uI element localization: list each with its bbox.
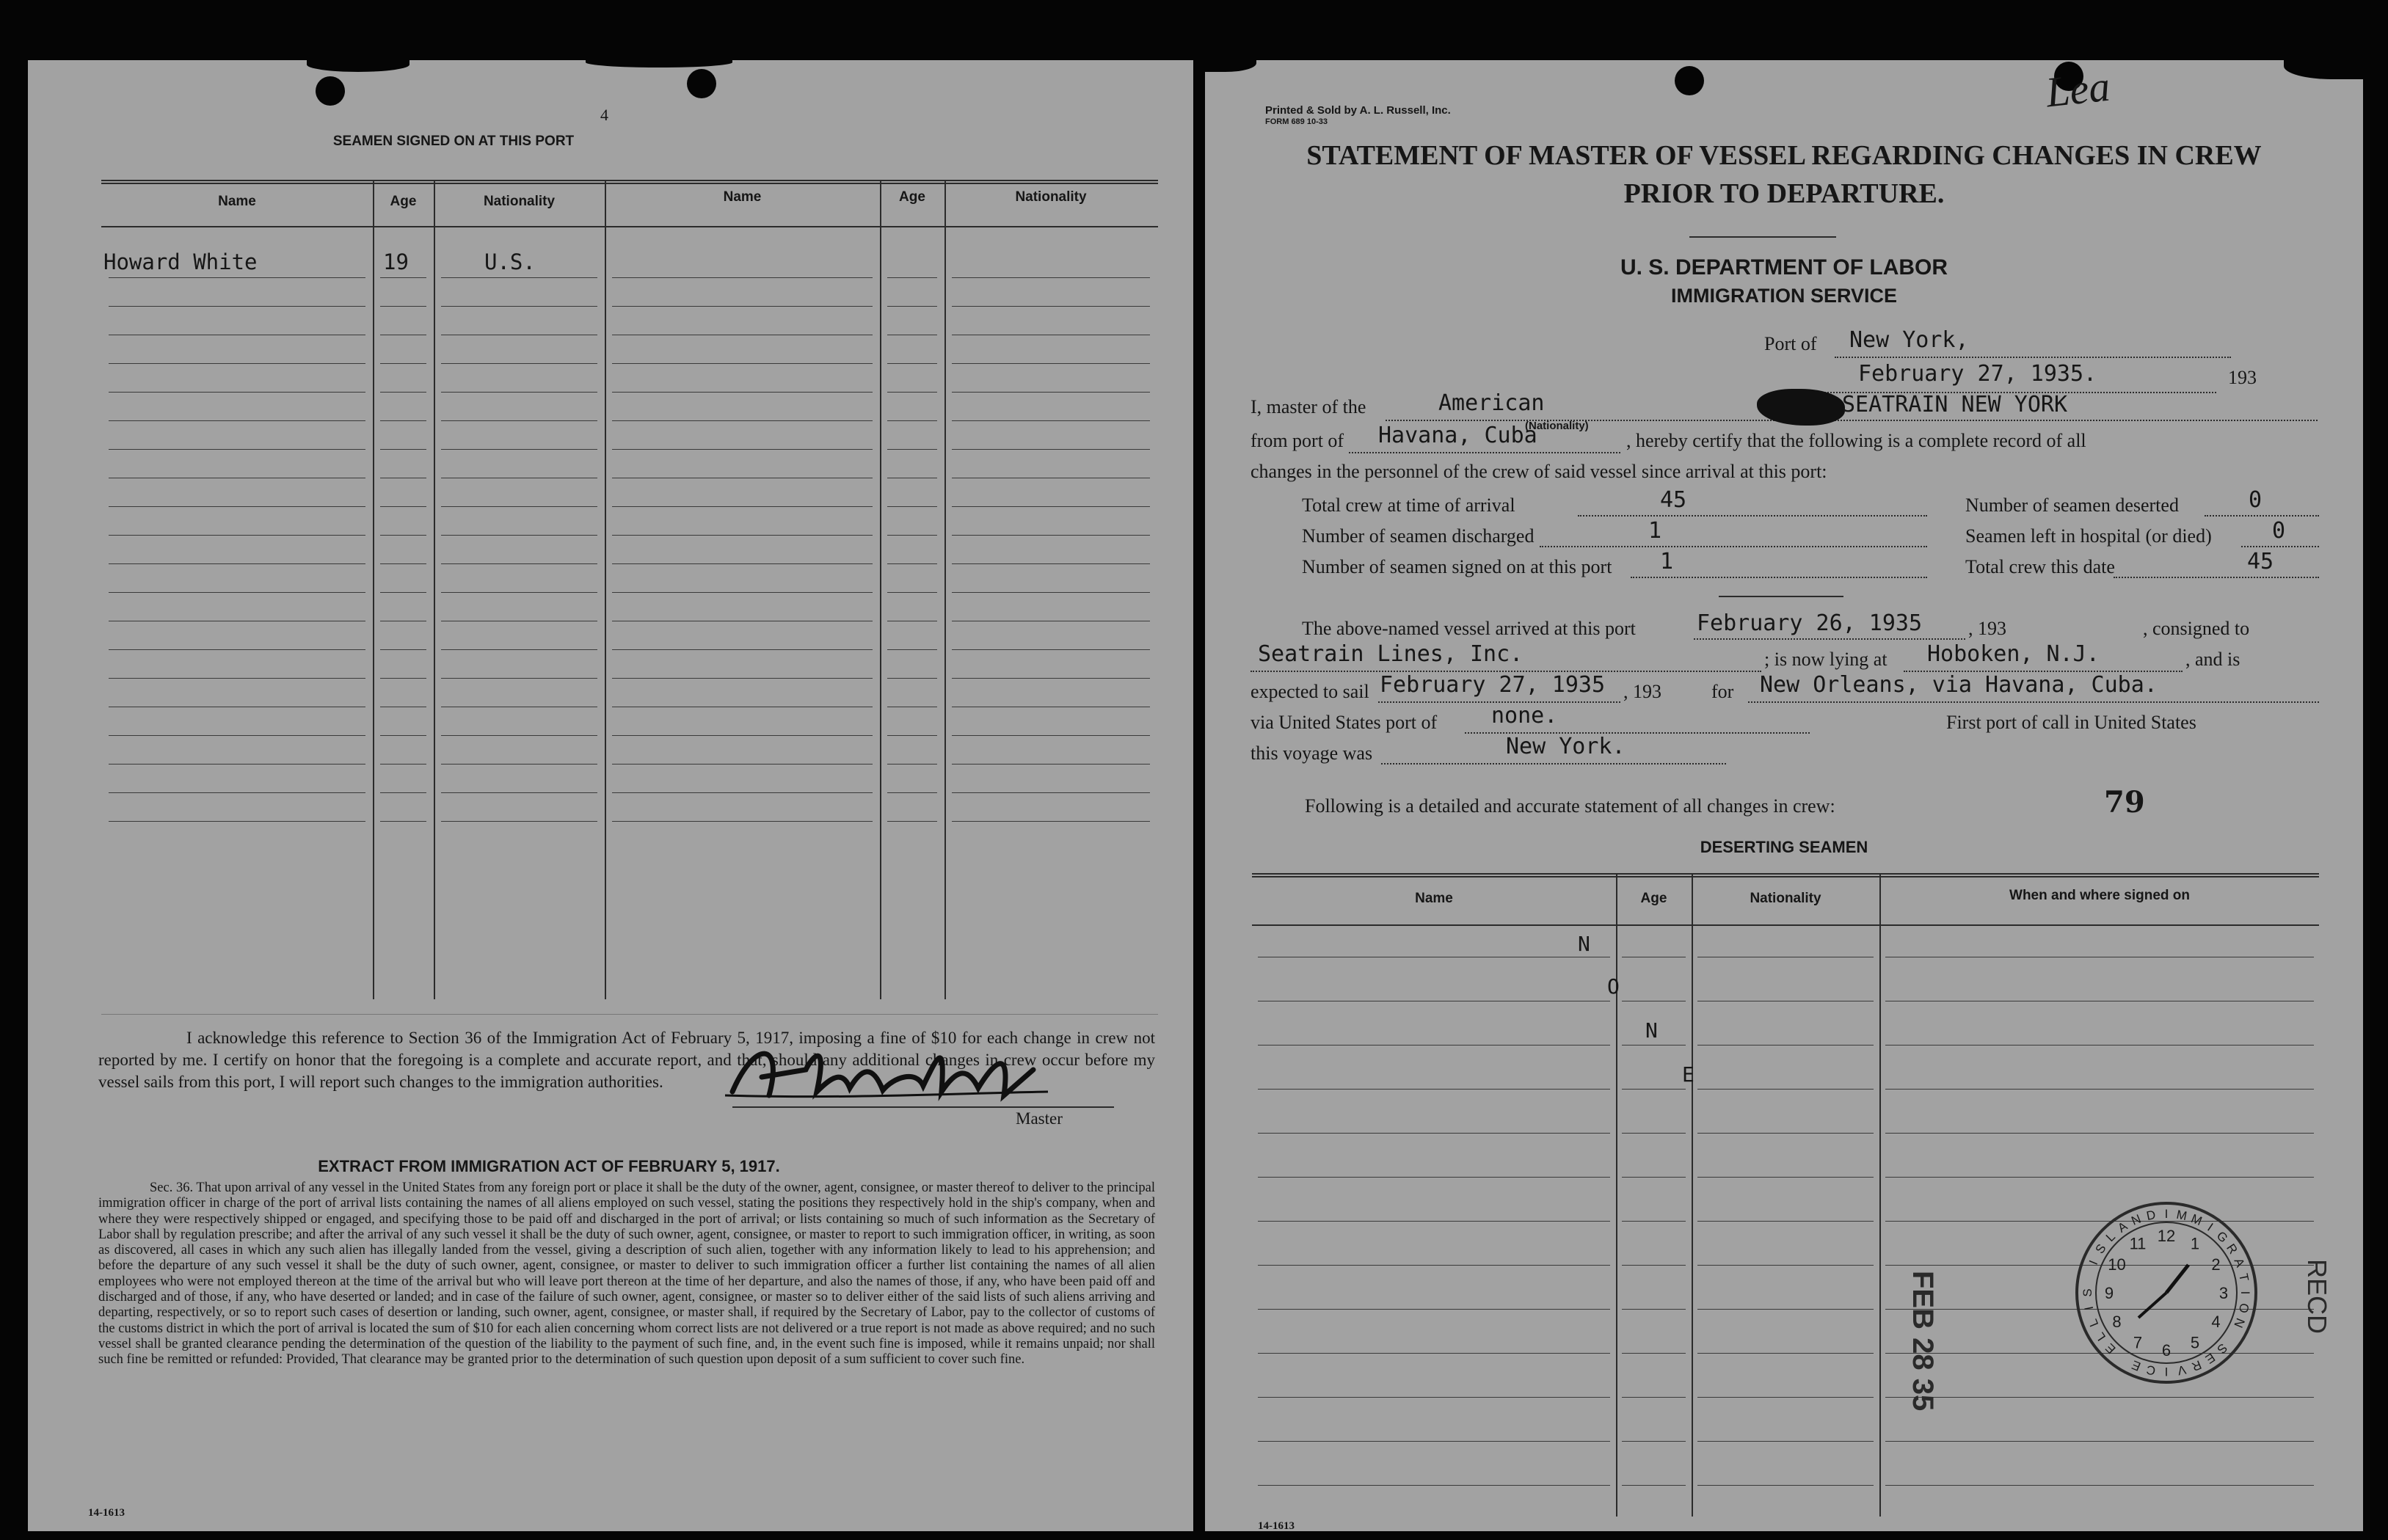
row-rule [887, 821, 937, 822]
row-rule [109, 735, 365, 736]
deserting-title: DESERTING SEAMEN [1700, 838, 1868, 856]
row-rule [441, 420, 597, 421]
stamp-ring-char: D [2145, 1208, 2157, 1224]
row-rule [1622, 1441, 1686, 1442]
row-rule [109, 392, 365, 393]
row-rule [1622, 1397, 1686, 1398]
row-rule [612, 306, 873, 307]
following-text: Following is a detailed and accurate statement of all changes in crew: [1305, 795, 1835, 817]
stamp-ring-char: L [2086, 1317, 2102, 1329]
stamp-ring-char: G [2213, 1228, 2231, 1246]
row-rule [1697, 1397, 1874, 1398]
none-letter: E [1682, 1062, 1694, 1087]
row-rule [1697, 1177, 1874, 1178]
row-rule [952, 535, 1150, 536]
stamp-ring-char: N [2231, 1315, 2248, 1330]
row-rule [1697, 1485, 1874, 1486]
stamp-ring-char: S [2081, 1288, 2094, 1297]
via-value: none. [1491, 703, 1558, 729]
stat-label: Seamen left in hospital (or died) [1965, 525, 2212, 547]
section-title: SEAMEN SIGNED ON AT THIS PORT [332, 134, 575, 149]
row-rule [380, 535, 426, 536]
row-rule [441, 392, 597, 393]
stamp-ring-char: N [2129, 1211, 2144, 1228]
col-header-age: Age [1640, 891, 1667, 906]
row-rule [1622, 1133, 1686, 1134]
row-rule [952, 821, 1150, 822]
row-rule [380, 563, 426, 564]
row-rule [1697, 1221, 1874, 1222]
row-rule [612, 277, 873, 278]
row-rule [441, 449, 597, 450]
row-rule [441, 535, 597, 536]
nationality-value: American [1438, 390, 1545, 416]
stamp-ring-char: E [2103, 1340, 2119, 1357]
row-rule [109, 563, 365, 564]
stamp-ring-char: I [2164, 1365, 2169, 1379]
master-prefix: I, master of the [1251, 396, 1366, 417]
clock-hand [2138, 1293, 2166, 1318]
certify-text: , hereby certify that the following is a complete record of all [1626, 430, 2086, 451]
stamp-numeral: 10 [2108, 1255, 2126, 1274]
lying-label: ; is now lying at [1764, 649, 1888, 670]
col-header-age-2: Age [899, 189, 925, 205]
stamp-ring-char: A [2231, 1255, 2248, 1269]
stat-value: 1 [1648, 518, 1662, 544]
from-port-value: Havana, Cuba [1378, 423, 1537, 448]
stamp-numeral: 7 [2133, 1333, 2143, 1352]
row-rule [612, 563, 873, 564]
certify-text-2: changes in the personnel of the crew of said vessel since arrival at this port: [1251, 461, 1827, 482]
arrival-label: The above-named vessel arrived at this port [1302, 618, 1636, 639]
row-rule [887, 649, 937, 650]
row-rule [952, 735, 1150, 736]
row-rule [441, 592, 597, 593]
stamp-ring-char: C [2145, 1362, 2157, 1378]
row-rule [109, 306, 365, 307]
sail-value: February 27, 1935 [1380, 672, 1606, 698]
row-rule [887, 420, 937, 421]
row-rule [1258, 1177, 1610, 1178]
form-code: 14-1613 [1258, 1520, 1295, 1532]
stamp-numeral: 4 [2211, 1313, 2221, 1331]
row-rule [441, 821, 597, 822]
via-label: via United States port of [1251, 712, 1438, 733]
row-rule [1697, 1089, 1874, 1090]
row-rule [1258, 1265, 1610, 1266]
row-rule [1885, 1133, 2314, 1134]
right-page [1205, 60, 2363, 1531]
row-rule [109, 535, 365, 536]
row-rule [1258, 1309, 1610, 1310]
row-rule [109, 821, 365, 822]
row-rule [441, 735, 597, 736]
row-rule [1258, 1133, 1610, 1134]
stamp-numeral: 11 [2129, 1234, 2147, 1253]
row-rule [887, 306, 937, 307]
lying-value: Hoboken, N.J. [1927, 641, 2100, 667]
expected-tail: , and is [2185, 649, 2240, 670]
row-rule [952, 506, 1150, 507]
arrival-value: February 26, 1935 [1697, 610, 1923, 636]
row-rule [380, 592, 426, 593]
row-name: Howard White [103, 249, 258, 274]
row-rule [380, 792, 426, 793]
stamp-ring-char: O [2235, 1302, 2252, 1315]
form-code: 14-1613 [88, 1507, 125, 1519]
destination-value: New Orleans, via Havana, Cuba. [1760, 672, 2158, 698]
row-rule [1885, 1177, 2314, 1178]
port-value: New York, [1849, 327, 1969, 353]
row-nationality: U.S. [484, 249, 536, 274]
extract-title: EXTRACT FROM IMMIGRATION ACT OF FEBRUARY 5, 1917. [318, 1157, 780, 1175]
torn-edge [307, 57, 409, 72]
row-rule [109, 449, 365, 450]
row-rule [1258, 1353, 1610, 1354]
row-rule [380, 449, 426, 450]
row-rule [441, 792, 597, 793]
row-rule [380, 392, 426, 393]
stamp-ring-char: I [2081, 1304, 2097, 1312]
row-rule [1622, 1089, 1686, 1090]
row-rule [612, 792, 873, 793]
stat-label: Total crew this date [1965, 556, 2115, 577]
stamp-numeral: 1 [2190, 1234, 2200, 1253]
first-port-label: First port of call in United States [1946, 712, 2196, 733]
row-rule [441, 678, 597, 679]
stamp-ring-char: I [2205, 1220, 2216, 1234]
row-rule [441, 306, 597, 307]
col-header-name: Name [1415, 891, 1453, 906]
row-rule [952, 678, 1150, 679]
stamp-ring-char: V [2176, 1362, 2188, 1378]
row-rule [887, 792, 937, 793]
form-subtitle: PRIOR TO DEPARTURE. [1623, 178, 1945, 209]
row-rule [952, 649, 1150, 650]
stat-value: 1 [1660, 549, 1674, 574]
row-rule [952, 363, 1150, 364]
row-rule [612, 506, 873, 507]
sail-suffix: , 193 [1623, 681, 1661, 702]
torn-edge [1205, 57, 1256, 72]
vessel-value: SEATRAIN NEW YORK [1842, 392, 2068, 417]
col-header-nationality-2: Nationality [1015, 189, 1087, 205]
consigned-label: , consigned to [2143, 618, 2250, 639]
punch-hole [1675, 66, 1704, 95]
row-rule [887, 449, 937, 450]
none-letter: N [1578, 932, 1590, 956]
printer-credit: Printed & Sold by A. L. Russell, Inc. [1265, 104, 1451, 117]
form-title: STATEMENT OF MASTER OF VESSEL REGARDING CHANGES IN CREW [1306, 140, 2262, 171]
nationality-caption: (Nationality) [1525, 420, 1589, 432]
department: U. S. DEPARTMENT OF LABOR [1620, 255, 1948, 280]
stat-label: Number of seamen deserted [1965, 495, 2179, 516]
row-rule [380, 420, 426, 421]
row-rule [1885, 1485, 2314, 1486]
row-rule [612, 535, 873, 536]
row-rule [380, 821, 426, 822]
row-rule [380, 277, 426, 278]
date-value: February 27, 1935. [1858, 361, 2097, 387]
stat-value: 0 [2272, 518, 2286, 544]
row-rule [1885, 1441, 2314, 1442]
row-rule [952, 420, 1150, 421]
row-rule [952, 792, 1150, 793]
stamp-ring-char: I [2164, 1207, 2169, 1221]
page-number: 4 [600, 106, 608, 124]
stamp-recd: RECD [2302, 1259, 2332, 1335]
row-rule [441, 363, 597, 364]
row-rule [1258, 1485, 1610, 1486]
row-rule [109, 792, 365, 793]
stamp-numeral: 8 [2112, 1313, 2122, 1331]
row-rule [380, 506, 426, 507]
stat-value: 0 [2249, 487, 2263, 513]
row-rule [1622, 1221, 1686, 1222]
consignee-value: Seatrain Lines, Inc. [1258, 641, 1524, 667]
stat-value: 45 [2247, 549, 2274, 574]
port-label: Port of [1764, 333, 1817, 354]
row-rule [612, 592, 873, 593]
row-rule [441, 563, 597, 564]
row-rule [441, 277, 597, 278]
row-rule [952, 277, 1150, 278]
row-rule [612, 821, 873, 822]
row-rule [612, 449, 873, 450]
row-rule [1697, 1265, 1874, 1266]
stamp-ring-char: T [2236, 1272, 2252, 1282]
row-rule [109, 363, 365, 364]
stamp-ring-char: E [2129, 1357, 2143, 1374]
row-rule [612, 649, 873, 650]
stamp-ring-char: M [2188, 1211, 2205, 1229]
row-rule [952, 392, 1150, 393]
row-rule [1622, 1353, 1686, 1354]
row-rule [1697, 1133, 1874, 1134]
row-rule [109, 420, 365, 421]
row-rule [1622, 1265, 1686, 1266]
stat-label: Number of seamen signed on at this port [1302, 556, 1612, 577]
row-rule [1697, 1353, 1874, 1354]
row-rule [380, 306, 426, 307]
row-rule [887, 363, 937, 364]
row-rule [887, 735, 937, 736]
row-rule [887, 277, 937, 278]
stamp-numeral: 2 [2211, 1255, 2221, 1274]
row-rule [1697, 1309, 1874, 1310]
none-letter: N [1645, 1018, 1658, 1043]
stamp-ring-char: L [2093, 1329, 2109, 1343]
extract-text: Sec. 36. That upon arrival of any vessel in the United States from any foreign port or place it shall be the duty of the owner, agent, consignee, or master thereof to deliver to the principal immigration officer in charge of the port of arrival lists containing the names of all aliens employed on such vessel, stating the positions they respectively hold in the ship's company, when and where they were respectively shipped or engaged, and specifying those to be paid off and discharged in the port of arrival; or lists containing so much of such information as the Secretary of Labor shall by regulation prescribe; and after the arrival of any such vessel it shall be the duty of such owner, agent, consignee, or master to report to such immigration officer, in writing, as soon as discovered, all cases in which any such alien has illegally landed from the vessel, giving a description of such alien, together with any information likely to lead to his apprehension; and before the departure of any such vessel it shall be the duty of such owner, agent, consignee, or master to deliver to such immigration officer a further list containing the names of all alien employees who were not employed thereon at the time of the arrival but who will leave port thereon at the time of her departure, and also the names of those, if any, who have been paid off and discharged and of those, if any, who have deserted or landed; and in case of the failure of such owner, agent, consignee, or master so to deliver either of the said lists of such aliens arriving and departing, respectively, or so to report such cases of desertion or landing, such owner, agent, consignee, or master shall, if required by the Secretary of Labor, pay to the collector of customs of the customs district in which the port of arrival is located the sum of $10 for each alien concerning whom correct lists are not delivered or a true report is not made as above required; and no such vessel shall be granted clearance pending the determination of the question of the liability to the payment of such fine, and, in the event such fine is imposed, while it remains unpaid; nor shall such fine be remitted or refunded: Provided, That clearance may be granted prior to the determination of such question upon deposit of a sum sufficient to cover such fine. [98, 1180, 1155, 1368]
punch-hole [316, 76, 345, 106]
service: IMMIGRATION SERVICE [1670, 285, 1898, 307]
row-rule [1258, 1397, 1610, 1398]
row-rule [612, 392, 873, 393]
row-rule [1258, 1089, 1610, 1090]
row-rule [1622, 1485, 1686, 1486]
row-rule [952, 449, 1150, 450]
row-rule [109, 506, 365, 507]
row-rule [612, 735, 873, 736]
row-rule [441, 506, 597, 507]
row-rule [887, 535, 937, 536]
row-rule [887, 678, 937, 679]
stamp-ring-char: S [2092, 1241, 2109, 1257]
row-rule [887, 392, 937, 393]
row-rule [1885, 1089, 2314, 1090]
form-number: FORM 689 10-33 [1265, 117, 1328, 126]
row-rule [380, 735, 426, 736]
stat-label: Number of seamen discharged [1302, 525, 1535, 547]
row-rule [887, 592, 937, 593]
col-header-signed-on: When and where signed on [2009, 888, 2190, 903]
stamp-numeral: 6 [2161, 1341, 2172, 1360]
expected-label: expected to sail [1251, 681, 1369, 702]
stamp-ring-char: M [2175, 1207, 2188, 1224]
stamp-ring-char: R [2224, 1241, 2240, 1257]
row-rule [380, 678, 426, 679]
date-suffix: 193 [2228, 367, 2257, 388]
row-rule [109, 592, 365, 593]
row-rule [380, 649, 426, 650]
row-rule [1258, 1441, 1610, 1442]
stamp-ring-char: E [2202, 1350, 2218, 1367]
signature-caption: Master [1016, 1109, 1063, 1128]
corner-handwriting: Lea [2043, 62, 2113, 117]
col-header-nationality: Nationality [1750, 891, 1821, 906]
row-rule [1258, 1221, 1610, 1222]
from-port-label: from port of [1251, 430, 1344, 451]
row-rule [952, 306, 1150, 307]
row-rule [612, 420, 873, 421]
acknowledgment-text: I acknowledge this reference to Section 36 of the Immigration Act of February 5, 1917, imposing a fine of $10 for each change in crew not reported by me. I certify on honor that the foregoing is a complete and accurate report, and that, should any additional changes in crew occur before my vessel sails from this port, I will report such changes to the immigration authorities. [98, 1029, 1155, 1091]
stat-value: 45 [1660, 487, 1687, 513]
for-label: for [1711, 681, 1734, 702]
row-rule [887, 506, 937, 507]
punch-hole [687, 69, 716, 98]
col-header-age: Age [390, 194, 417, 209]
page-count-stamp: 79 [2104, 785, 2145, 820]
stamp-numeral: 5 [2190, 1333, 2200, 1352]
stat-label: Total crew at time of arrival [1302, 495, 1515, 516]
none-letter: O [1607, 974, 1620, 999]
row-rule [612, 678, 873, 679]
stamp-ring-char: I [2086, 1258, 2101, 1267]
left-page [28, 60, 1193, 1531]
row-rule [952, 563, 1150, 564]
torn-edge [2284, 57, 2365, 79]
row-rule [1697, 1441, 1874, 1442]
row-rule [1885, 1397, 2314, 1398]
clock-stamp [2071, 1197, 2262, 1388]
arrival-suffix: , 193 [1968, 618, 2006, 639]
row-rule [1622, 1177, 1686, 1178]
row-rule [109, 277, 365, 278]
stamp-date: FEB 28 35 [1907, 1271, 1939, 1412]
row-rule [887, 563, 937, 564]
row-rule [952, 592, 1150, 593]
col-header-name: Name [218, 194, 256, 209]
col-header-name-2: Name [723, 189, 762, 205]
stamp-ring-char: R [2189, 1357, 2204, 1374]
row-rule [1622, 1309, 1686, 1310]
row-rule [612, 363, 873, 364]
stamp-ring-char: I [2238, 1291, 2252, 1295]
row-rule [109, 649, 365, 650]
stamp-ring-char: A [2115, 1219, 2130, 1236]
stamp-ring-char: S [2214, 1340, 2230, 1357]
row-age: 19 [383, 249, 409, 274]
torn-edge [586, 57, 732, 67]
stamp-numeral: 12 [2157, 1227, 2176, 1245]
voyage-label: this voyage was [1251, 742, 1373, 764]
col-header-nationality: Nationality [483, 194, 556, 209]
stamp-ring-char: L [2103, 1229, 2119, 1245]
stamp-numeral: 3 [2218, 1284, 2229, 1302]
row-rule [380, 363, 426, 364]
row-rule [109, 678, 365, 679]
row-rule [441, 649, 597, 650]
stamp-numeral: 9 [2104, 1284, 2114, 1302]
voyage-value: New York. [1506, 734, 1626, 759]
clock-hand [2166, 1265, 2188, 1293]
